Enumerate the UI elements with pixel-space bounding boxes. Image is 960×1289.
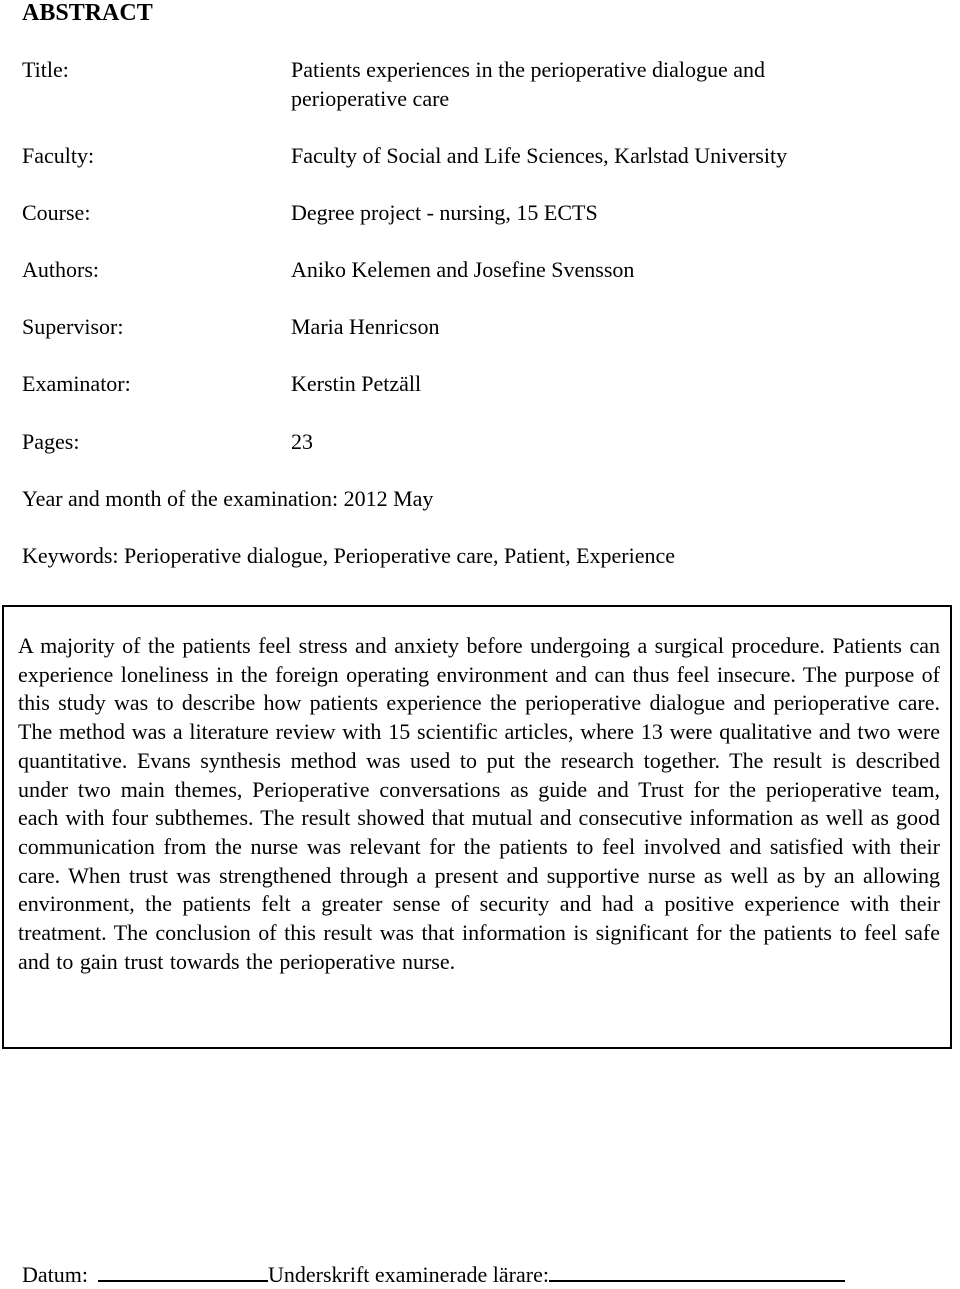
examination-date: Year and month of the examination: 2012 May	[22, 486, 434, 511]
abstract-body: A majority of the patients feel stress and anxiety before undergoing a surgical procedure. Patients can experience loneliness in the foreign operating environment and can thus feel insecure. The purpose of this study was to describe how patients experience the perioperative dialogue and perioperative care. The method was a literature review with 15 scientific articles, where 13 were qualitative and two were quantitative. Evans synthesis method was used to put the research together. The result is described under two main themes, Perioperative conversations as guide and Trust for the perioperative team, each with four subthemes. The result showed that mutual and consecutive information as well as good communication from the nurse was relevant for the patients to feel involved and satisfied with their care. When trust was strengthened through a present and supportive nurse as well as by an allowing environment, the patients felt a greater sense of security and had a positive experience with their treatment. The conclusion of this result was that information is significant for the patients to feel safe and to gain trust towards the perioperative nurse.	[18, 633, 940, 974]
supervisor-label: Supervisor:	[22, 314, 124, 339]
signature-blank-line	[549, 1260, 845, 1282]
abstract-heading: ABSTRACT	[22, 0, 153, 26]
datum-blank-line	[98, 1260, 268, 1282]
signature-label: Underskrift examinerade lärare:	[268, 1262, 549, 1287]
course-label: Course:	[22, 200, 91, 225]
authors-label: Authors:	[22, 257, 99, 282]
examinator-value: Kerstin Petzäll	[291, 371, 422, 396]
supervisor-value: Maria Henricson	[291, 314, 440, 339]
course-value: Degree project - nursing, 15 ECTS	[291, 200, 598, 225]
faculty-value: Faculty of Social and Life Sciences, Karlstad University	[291, 143, 788, 168]
title-value-line1: Patients experiences in the perioperative dialogue and	[291, 57, 766, 82]
examinator-label: Examinator:	[22, 371, 131, 396]
signature-footer	[22, 1260, 845, 1289]
authors-value: Aniko Kelemen and Josefine Svensson	[291, 257, 635, 282]
keywords: Keywords: Perioperative dialogue, Perioperative care, Patient, Experience	[22, 543, 676, 568]
title-label: Title:	[22, 57, 69, 82]
title-value-line2: perioperative care	[291, 86, 450, 111]
pages-value: 23	[291, 429, 313, 454]
faculty-label: Faculty:	[22, 143, 95, 168]
datum-label: Datum:	[22, 1262, 88, 1287]
pages-label: Pages:	[22, 429, 80, 454]
